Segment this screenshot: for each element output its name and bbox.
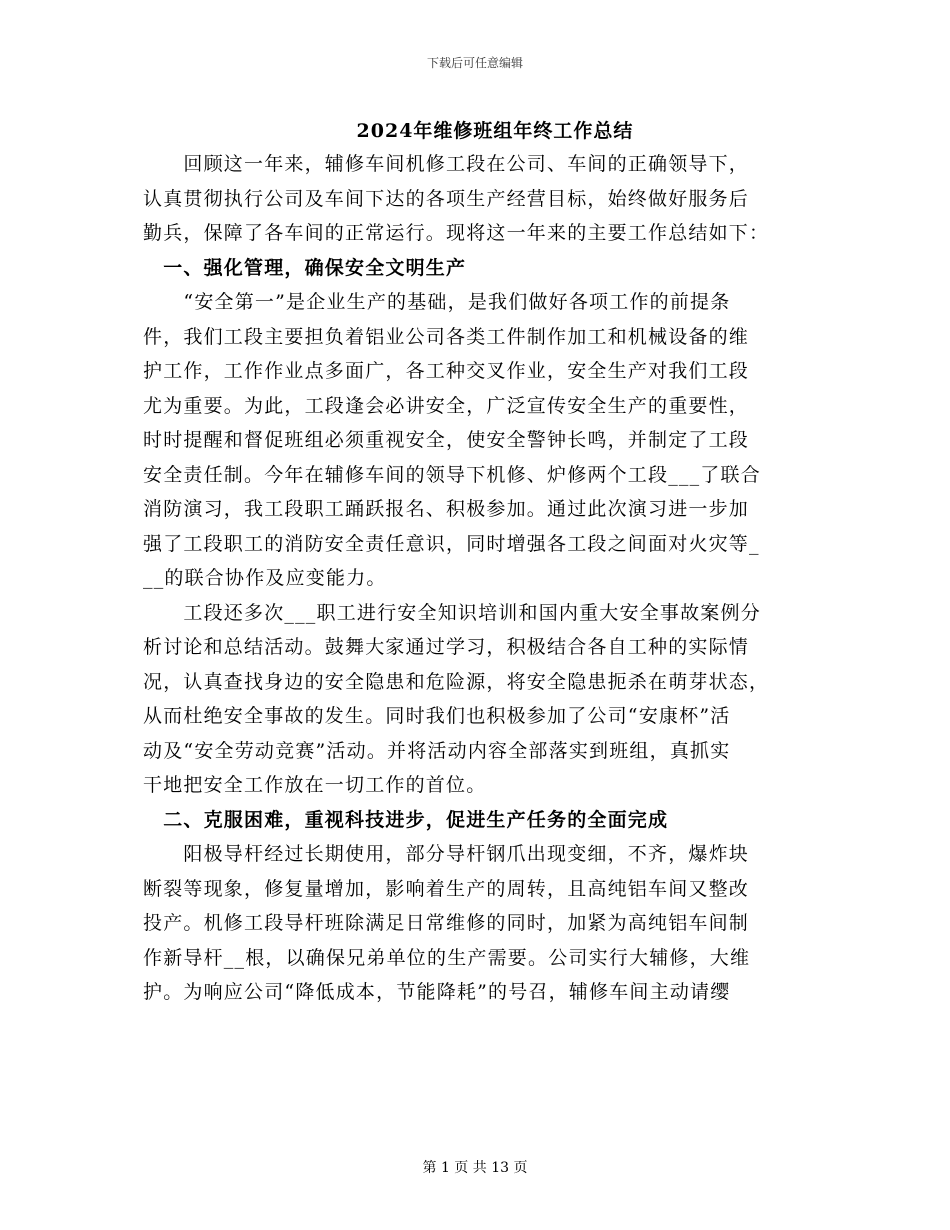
text-line: 件，我们工段主要担负着铝业公司各类工件制作加工和机械设备的维 [143, 325, 750, 348]
text-line: 时时提醒和督促班组必须重视安全，使安全警钟长鸣，并制定了工段 [143, 429, 750, 451]
page-header: 下载后可任意编辑 [426, 56, 523, 70]
document-title: 2024年维修班组年终工作总结 [356, 120, 634, 142]
text-line: 况，认真查找身边的安全隐患和危险源，将安全隐患扼杀在萌芽状态， [143, 670, 770, 693]
text-line: 护工作，工作作业点多面广，各工种交叉作业，安全生产对我们工段 [143, 360, 750, 382]
text-line: __的联合协作及应变能力。 [143, 567, 387, 589]
text-line: 消防演习，我工段职工踊跃报名、积极参加。通过此次演习进一步加 [143, 498, 750, 520]
text-line: 勤兵，保障了各车间的正常运行。现将这一年来的主要工作总结如下： [143, 222, 770, 244]
text-line: “安全第一”是企业生产的基础，是我们做好各项工作的前提条 [143, 291, 731, 313]
section-heading-2: 二、克服困难，重视科技进步，促进生产任务的全面完成 [143, 808, 669, 831]
text-line: 工段还多次___职工进行安全知识培训和国内重大安全事故案例分 [143, 601, 761, 624]
text-line: 干地把安全工作放在一切工作的首位。 [143, 774, 487, 796]
text-line: 强了工段职工的消防安全责任意识，同时增强各工段之间面对火灾等_ [143, 532, 760, 555]
page-footer: 第 1 页 共 13 页 [422, 1160, 528, 1176]
text-line: 回顾这一年来，辅修车间机修工段在公司、车间的正确领导下， [143, 153, 750, 175]
text-line: 断裂等现象，修复量增加，影响着生产的周转，且高纯铝车间又整改 [143, 877, 750, 900]
document-body [143, 147, 809, 1010]
text-line: 从而杜绝安全事故的发生。同时我们也积极参加了公司“安康杯”活 [143, 705, 731, 727]
text-line: 认真贯彻执行公司及车间下达的各项生产经营目标，始终做好服务后 [143, 187, 750, 210]
section-heading-1: 一、强化管理，确保安全文明生产 [143, 256, 467, 279]
text-line: 护。为响应公司“降低成本，节能降耗”的号召，辅修车间主动请缨 [143, 981, 731, 1003]
text-line: 作新导杆__根，以确保兄弟单位的生产需要。公司实行大辅修，大维 [143, 946, 751, 969]
text-line: 投产。机修工段导杆班除满足日常维修的同时，加紧为高纯铝车间制 [143, 912, 750, 934]
text-line: 尤为重要。为此，工段逢会必讲安全，广泛宣传安全生产的重要性， [143, 394, 750, 417]
text-line: 析讨论和总结活动。鼓舞大家通过学习，积极结合各自工种的实际情 [143, 636, 750, 658]
text-line: 安全责任制。今年在辅修车间的领导下机修、炉修两个工段___了联合 [143, 463, 761, 486]
text-line: 阳极导杆经过长期使用，部分导杆钢爪出现变细，不齐，爆炸块 [143, 843, 750, 865]
text-line: 动及“安全劳动竞赛”活动。并将活动内容全部落实到班组，真抓实 [143, 739, 731, 762]
